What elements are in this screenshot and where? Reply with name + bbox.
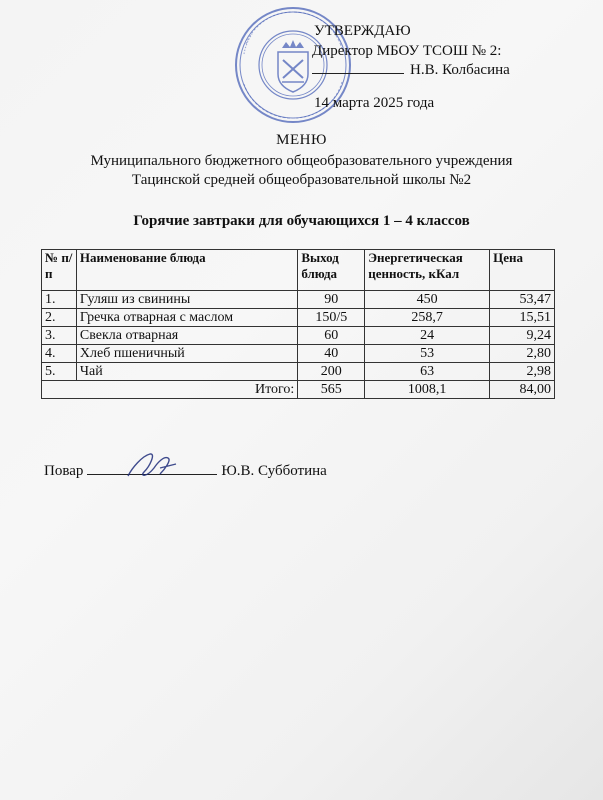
dish-name: Чай	[76, 363, 297, 381]
table-row	[42, 291, 555, 309]
table-row	[42, 309, 555, 327]
dish-energy: 24	[365, 327, 490, 345]
approved-label: УТВЕРЖДАЮ	[314, 23, 411, 39]
menu-subtitle: Горячие завтраки для обучающихся 1 – 4 классов	[133, 213, 470, 229]
dish-output: 60	[298, 327, 365, 345]
dish-name: Гречка отварная с маслом	[76, 309, 297, 327]
table-row	[42, 327, 555, 345]
dish-name: Гуляш из свинины	[76, 291, 297, 309]
dish-output: 40	[298, 345, 365, 363]
header-num: № п/п	[42, 250, 77, 291]
dish-price: 9,24	[490, 327, 555, 345]
table-row	[42, 345, 555, 363]
dish-energy: 258,7	[365, 309, 490, 327]
dish-price: 15,51	[490, 309, 555, 327]
header-name: Наименование блюда	[76, 250, 297, 291]
header-output: Выход блюда	[298, 250, 365, 291]
cook-name: Ю.В. Субботина	[221, 463, 327, 479]
total-row	[42, 381, 555, 399]
total-output: 565	[298, 381, 365, 399]
cook-signature-block	[44, 461, 327, 480]
dish-energy: 450	[365, 291, 490, 309]
dish-name: Хлеб пшеничный	[76, 345, 297, 363]
director-signature-line	[312, 61, 510, 80]
approval-date: 14 марта 2025 года	[314, 95, 435, 111]
row-num: 3.	[42, 327, 77, 345]
header-price: Цена	[490, 250, 555, 291]
row-num: 4.	[42, 345, 77, 363]
dish-name: Свекла отварная	[76, 327, 297, 345]
row-num: 2.	[42, 309, 77, 327]
dish-price: 2,98	[490, 363, 555, 381]
director-name: Н.В. Колбасина	[410, 62, 510, 78]
total-price: 84,00	[490, 381, 555, 399]
dish-price: 53,47	[490, 291, 555, 309]
dish-output: 90	[298, 291, 365, 309]
organization-line-1: Муниципального бюджетного общеобразовательного учреждения	[90, 153, 513, 169]
signature-underline	[312, 61, 404, 74]
total-energy: 1008,1	[365, 381, 490, 399]
header-energy: Энергетическая ценность, кКал	[365, 250, 490, 291]
table-header-row	[42, 250, 555, 291]
document-title: МЕНЮ	[276, 132, 327, 148]
dish-energy: 53	[365, 345, 490, 363]
handwritten-signature	[120, 448, 180, 484]
director-position: Директор МБОУ ТСОШ № 2:	[312, 43, 502, 59]
dish-output: 150/5	[298, 309, 365, 327]
row-num: 5.	[42, 363, 77, 381]
organization-line-2: Тацинской средней общеобразовательной школы №2	[131, 172, 472, 188]
dish-price: 2,80	[490, 345, 555, 363]
menu-table	[41, 249, 555, 399]
row-num: 1.	[42, 291, 77, 309]
table-row	[42, 363, 555, 381]
total-label: Итого:	[42, 381, 298, 399]
dish-energy: 63	[365, 363, 490, 381]
cook-label: Повар	[44, 463, 84, 479]
dish-output: 200	[298, 363, 365, 381]
